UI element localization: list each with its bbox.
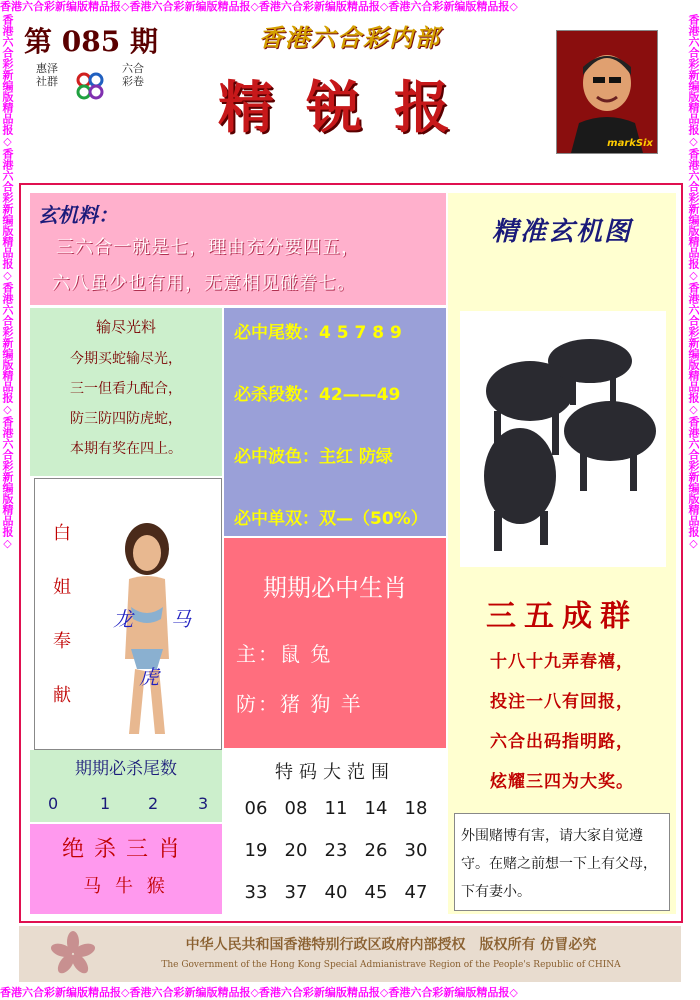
must-wave: 必中波色：主红 防绿 [234, 447, 393, 467]
mystery-section [30, 193, 446, 305]
special-number: 06 [244, 798, 268, 819]
mystery-line: 三六合一就是七，理由充分要四五， [56, 237, 360, 258]
zodiac-section [224, 538, 446, 748]
special-number: 45 [364, 882, 388, 903]
kill-tail-number: 1 [100, 794, 111, 813]
special-number: 47 [404, 882, 428, 903]
lose-all-line: 今期买蛇输尽光， [70, 351, 182, 367]
mystery-title: 玄机料： [38, 203, 118, 227]
portrait-figure-icon [557, 31, 657, 153]
special-number: 11 [324, 798, 348, 819]
lose-all-line: 三一但看九配合， [70, 381, 182, 397]
zodiac-guard: 防：猪 狗 羊 [236, 692, 363, 716]
verse-line: 投注一八有回报， [490, 692, 634, 712]
special-range-title: 特码大范围 [275, 762, 395, 783]
verse-line: 十八十九弄春禧， [490, 652, 634, 672]
special-number: 23 [324, 840, 348, 861]
border-banner-top: 香港六合彩新编版精品报◇香港六合彩新编版精品报◇香港六合彩新编版精品报◇香港六合彩新编版精品报◇ [0, 0, 518, 13]
special-number: 40 [324, 882, 348, 903]
pigs-picture [460, 311, 666, 567]
girl-caption-char: 白 [53, 523, 71, 544]
zodiac-tag-horse: 马 [171, 607, 191, 631]
mystery-picture-title: 精准玄机图 [491, 217, 632, 247]
lose-all-title: 输尽光料 [95, 318, 156, 336]
special-number: 30 [404, 840, 428, 861]
special-range-section [224, 750, 446, 914]
special-number: 19 [244, 840, 268, 861]
girl-picture-box [34, 478, 222, 750]
gambling-notice [454, 813, 670, 911]
special-number: 37 [284, 882, 308, 903]
border-banner-left: 香港六合彩新编版精品报◇香港六合彩新编版精品报◇香港六合彩新编版精品报◇香港六合彩新编版精品报◇ [1, 14, 14, 550]
zodiac-main: 主：鼠 兔 [236, 642, 333, 666]
kill-zodiac-title: 绝杀三肖 [61, 837, 190, 862]
border-banner-bottom: 香港六合彩新编版精品报◇香港六合彩新编版精品报◇香港六合彩新编版精品报◇香港六合彩新编版精品报◇ [0, 986, 518, 999]
zodiac-tag-tiger: 虎 [139, 665, 159, 689]
kill-tail-number: 0 [48, 794, 59, 813]
issue-number: 第 085 期 [24, 25, 158, 58]
pigs-icon [460, 311, 666, 567]
brand-left-text: 惠泽社群 [36, 62, 58, 88]
special-number: 33 [244, 882, 268, 903]
page-title: 精锐报 [218, 75, 482, 141]
verse-line: 六合出码指明路， [490, 732, 634, 752]
lose-all-line: 防三防四防虎蛇， [70, 411, 182, 427]
kill-tail-number: 2 [148, 794, 159, 813]
border-banner-right: 香港六合彩新编版精品报◇香港六合彩新编版精品报◇香港六合彩新编版精品报◇香港六合彩新编版精品报◇ [687, 14, 700, 550]
lose-all-line: 本期有奖在四上。 [70, 441, 182, 457]
bauhinia-emblem-icon [49, 930, 97, 978]
kill-tail-section [30, 750, 222, 822]
kill-zodiac-items: 马 牛 猴 [83, 876, 169, 897]
special-number: 18 [404, 798, 428, 819]
special-number: 20 [284, 840, 308, 861]
special-number: 26 [364, 840, 388, 861]
zodiac-tag-dragon: 龙 [113, 607, 133, 631]
must-kill-segment: 必杀段数：42——49 [234, 385, 401, 405]
zodiac-title: 期期必中生肖 [263, 574, 407, 602]
page-subtitle: 香港六合彩内部 [259, 24, 441, 52]
notice-text: 外围赌博有害，请大家自觉遵守。在赌之前想一下上有父母，下有妻小。 [461, 828, 657, 900]
kill-zodiac-section [30, 824, 222, 914]
brand-right-text: 六合彩卷 [122, 62, 144, 88]
girl-caption-char: 姐 [53, 577, 71, 598]
special-number: 14 [364, 798, 388, 819]
right-column [448, 193, 676, 914]
girl-caption-char: 奉 [53, 631, 71, 652]
must-tail: 必中尾数：4 5 7 8 9 [234, 323, 402, 343]
must-hit-section [224, 308, 446, 536]
kill-tail-number: 3 [198, 794, 209, 813]
footer [19, 926, 681, 982]
footer-english-text: The Government of the Hong Kong Special Admianistrave Region of the People's Republic of CHINA [161, 960, 621, 970]
special-number: 08 [284, 798, 308, 819]
portrait-photo [556, 30, 658, 154]
footer-chinese-text: 中华人民共和国香港特别行政区政府内部授权 版权所有 仿冒必究 [185, 937, 597, 953]
girl-caption-char: 献 [53, 685, 71, 706]
mystery-line: 六八虽少也有用，无意相见碰着七。 [52, 273, 356, 294]
kill-tail-title: 期期必杀尾数 [75, 759, 177, 779]
verse-line: 炫耀三四为大奖。 [490, 772, 634, 792]
marksix-label: markSix [607, 138, 653, 149]
lose-all-section [30, 308, 222, 476]
must-odd-even: 必中单双：双—（50%） [234, 509, 428, 529]
verse-title: 三五成群 [486, 599, 638, 634]
